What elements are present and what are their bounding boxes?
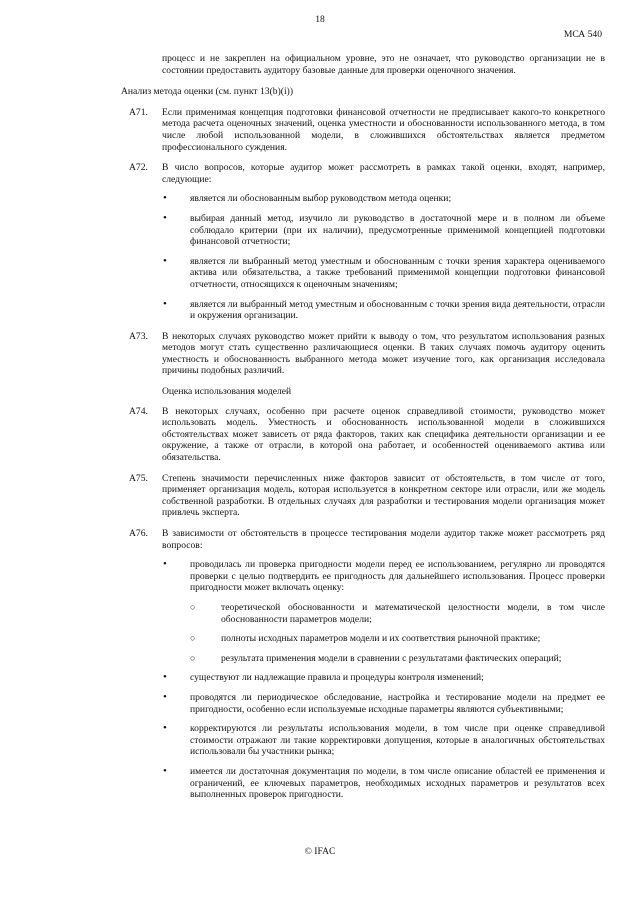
list-item [162,256,605,291]
list-item-text: выбирая данный метод, изучило ли руководство в достаточной мере и в полном ли объеме соблюдало критерии (при их наличии), предусмотренные применимой концепцией подготовки финансовой отчетности; [190,212,605,248]
paragraph-text: Степень значимости перечисленных ниже факторов зависит от обстоятельств, в том числе от того, применяет организация модель, которая используется в конкретном секторе или отрасли, или же модель собственной разработки. В отдельных случаях для разработки и тестирования модели организация может привлечь эксперта. [162,472,605,519]
bullet-icon: • [163,671,167,684]
page-number: 18 [315,14,325,25]
sub-list-item-text: полноты исходных параметров модели и их соответствия рыночной практике; [221,633,541,645]
footer-copyright: © IFAC [304,846,336,857]
paragraph-number: A76. [129,528,148,539]
paragraph-a75 [121,473,605,519]
list-item-text: является ли выбранный метод уместным и обоснованным с точки зрения характера оцениваемого актива или обязательства, а также требований применимой концепции подготовки финансовой отчетности, относящихся к оценочным значениям; [190,255,605,290]
list-item-text: проводятся ли периодическое обследование, настройка и тестирование модели на предмет ее пригодности, особенно если используемые исходные параметры являются субъективными; [190,691,605,715]
paragraph-a72 [121,162,605,322]
paragraph-text: В число вопросов, которые аудитор может рассмотреть в рамках такой оценки, входят, например, следующие: [162,162,605,185]
bullet-icon: • [163,211,167,224]
sub-list-item [190,633,605,645]
bullet-list [162,193,605,321]
paragraph-text: В некоторых случаях, особенно при расчете оценок справедливой стоимости, руководство может использовать модель. Уместность и обоснованность использованной модели в сложившихся обстоятельствах может зависеть от ряда факторов, таких как специфика деятельности организации и ее окружение, а также от отрасли, в которой она работает, и особенностей оцениваемого актива или обязательства. [162,405,605,464]
list-item [162,766,605,801]
sub-list-item [190,653,605,665]
bullet-icon: • [163,297,167,310]
list-item-text: является ли обоснованным выбор руководством метода оценки; [190,193,452,205]
paragraph-number: A72. [129,162,148,174]
subsection-heading: Оценка использования моделей [162,386,292,398]
list-item [162,213,605,248]
bullet-icon: • [163,558,167,571]
circle-bullet-icon: ○ [190,601,196,612]
list-item-text: имеется ли достаточная документация по модели, в том числе описание областей ее применения и ограничений, ее ключевых параметров, необходимых исходных параметров и результатов всех выполненных проверок пригодности. [190,765,605,801]
sub-bullet-list [190,602,605,664]
bullet-icon: • [163,254,167,267]
paragraph-number: A73. [129,330,148,342]
list-item-text: существуют ли надлежащие правила и процедуры контроля изменений; [190,672,484,684]
list-item-text: является ли выбранный метод уместным и обоснованным с точки зрения вида деятельности, отрасли и окружения организации. [190,298,605,322]
continuation-paragraph: процесс и не закреплен на официальном уровне, это не означает, что руководство организации не в состоянии предоставить аудитору базовые данные для проверки оценочного значения. [162,53,605,76]
paragraph-number: A74. [129,405,148,417]
list-item-text: проводилась ли проверка пригодности модели перед ее использованием, регулярно ли проводятся проверки с целью подтвердить ее пригодность для дальнейшего использования. Процесс проверки пригодности может включать оценку: [190,559,605,594]
paragraph-a71 [121,107,605,153]
paragraph-a76 [121,528,605,801]
list-item [162,559,605,664]
circle-bullet-icon: ○ [190,633,196,644]
bullet-icon: • [163,764,167,777]
bullet-icon: • [163,192,167,205]
circle-bullet-icon: ○ [190,652,196,663]
list-item [162,193,605,205]
list-item [162,723,605,758]
list-item [162,692,605,715]
standard-code: МСА 540 [563,29,602,40]
paragraph-a73 [121,331,605,377]
sub-list-item-text: теоретической обоснованности и математической целостности модели, в том числе обоснованности параметров модели; [221,601,605,625]
paragraph-number: A71. [129,106,148,118]
bullet-list [162,559,605,801]
paragraph-number: A75. [129,472,148,484]
document-body [121,53,605,810]
paragraph-a74 [121,406,605,464]
paragraph-text: В зависимости от обстоятельств в процессе тестирования модели аудитор также может рассмотреть ряд вопросов: [162,528,605,551]
section-heading: Анализ метода оценки (см. пункт 13(b)(i)) [121,86,294,98]
bullet-icon: • [163,690,167,703]
sub-list-item-text: результата применения модели в сравнении с результатами фактических операций; [221,652,562,664]
sub-list-item [190,602,605,625]
paragraph-text: В некоторых случаях руководство может прийти к выводу о том, что результатом использования разных методов могут стать существенно различающиеся оценки. В таких случаях помочь аудитору оценить уместность и обоснованность выбранного метода может изучение того, как организация исследовала причины подобных различий. [162,330,605,377]
paragraph-text: Если применимая концепция подготовки финансовой отчетности не предписывает какого-то конкретного метода расчета оценочных значений, оценка уместности и обоснованности использованного метода, в том числе любой использованной модели, в сложившихся обстоятельствах является предметом профессионального суждения. [162,106,605,153]
list-item [162,299,605,322]
list-item [162,672,605,684]
bullet-icon: • [163,722,167,735]
list-item-text: корректируются ли результаты использования модели, в том числе при оценке справедливой стоимости отражают ли такие корректировки допущения, которые в аналогичных обстоятельствах использовали бы участники рынка; [190,723,605,758]
